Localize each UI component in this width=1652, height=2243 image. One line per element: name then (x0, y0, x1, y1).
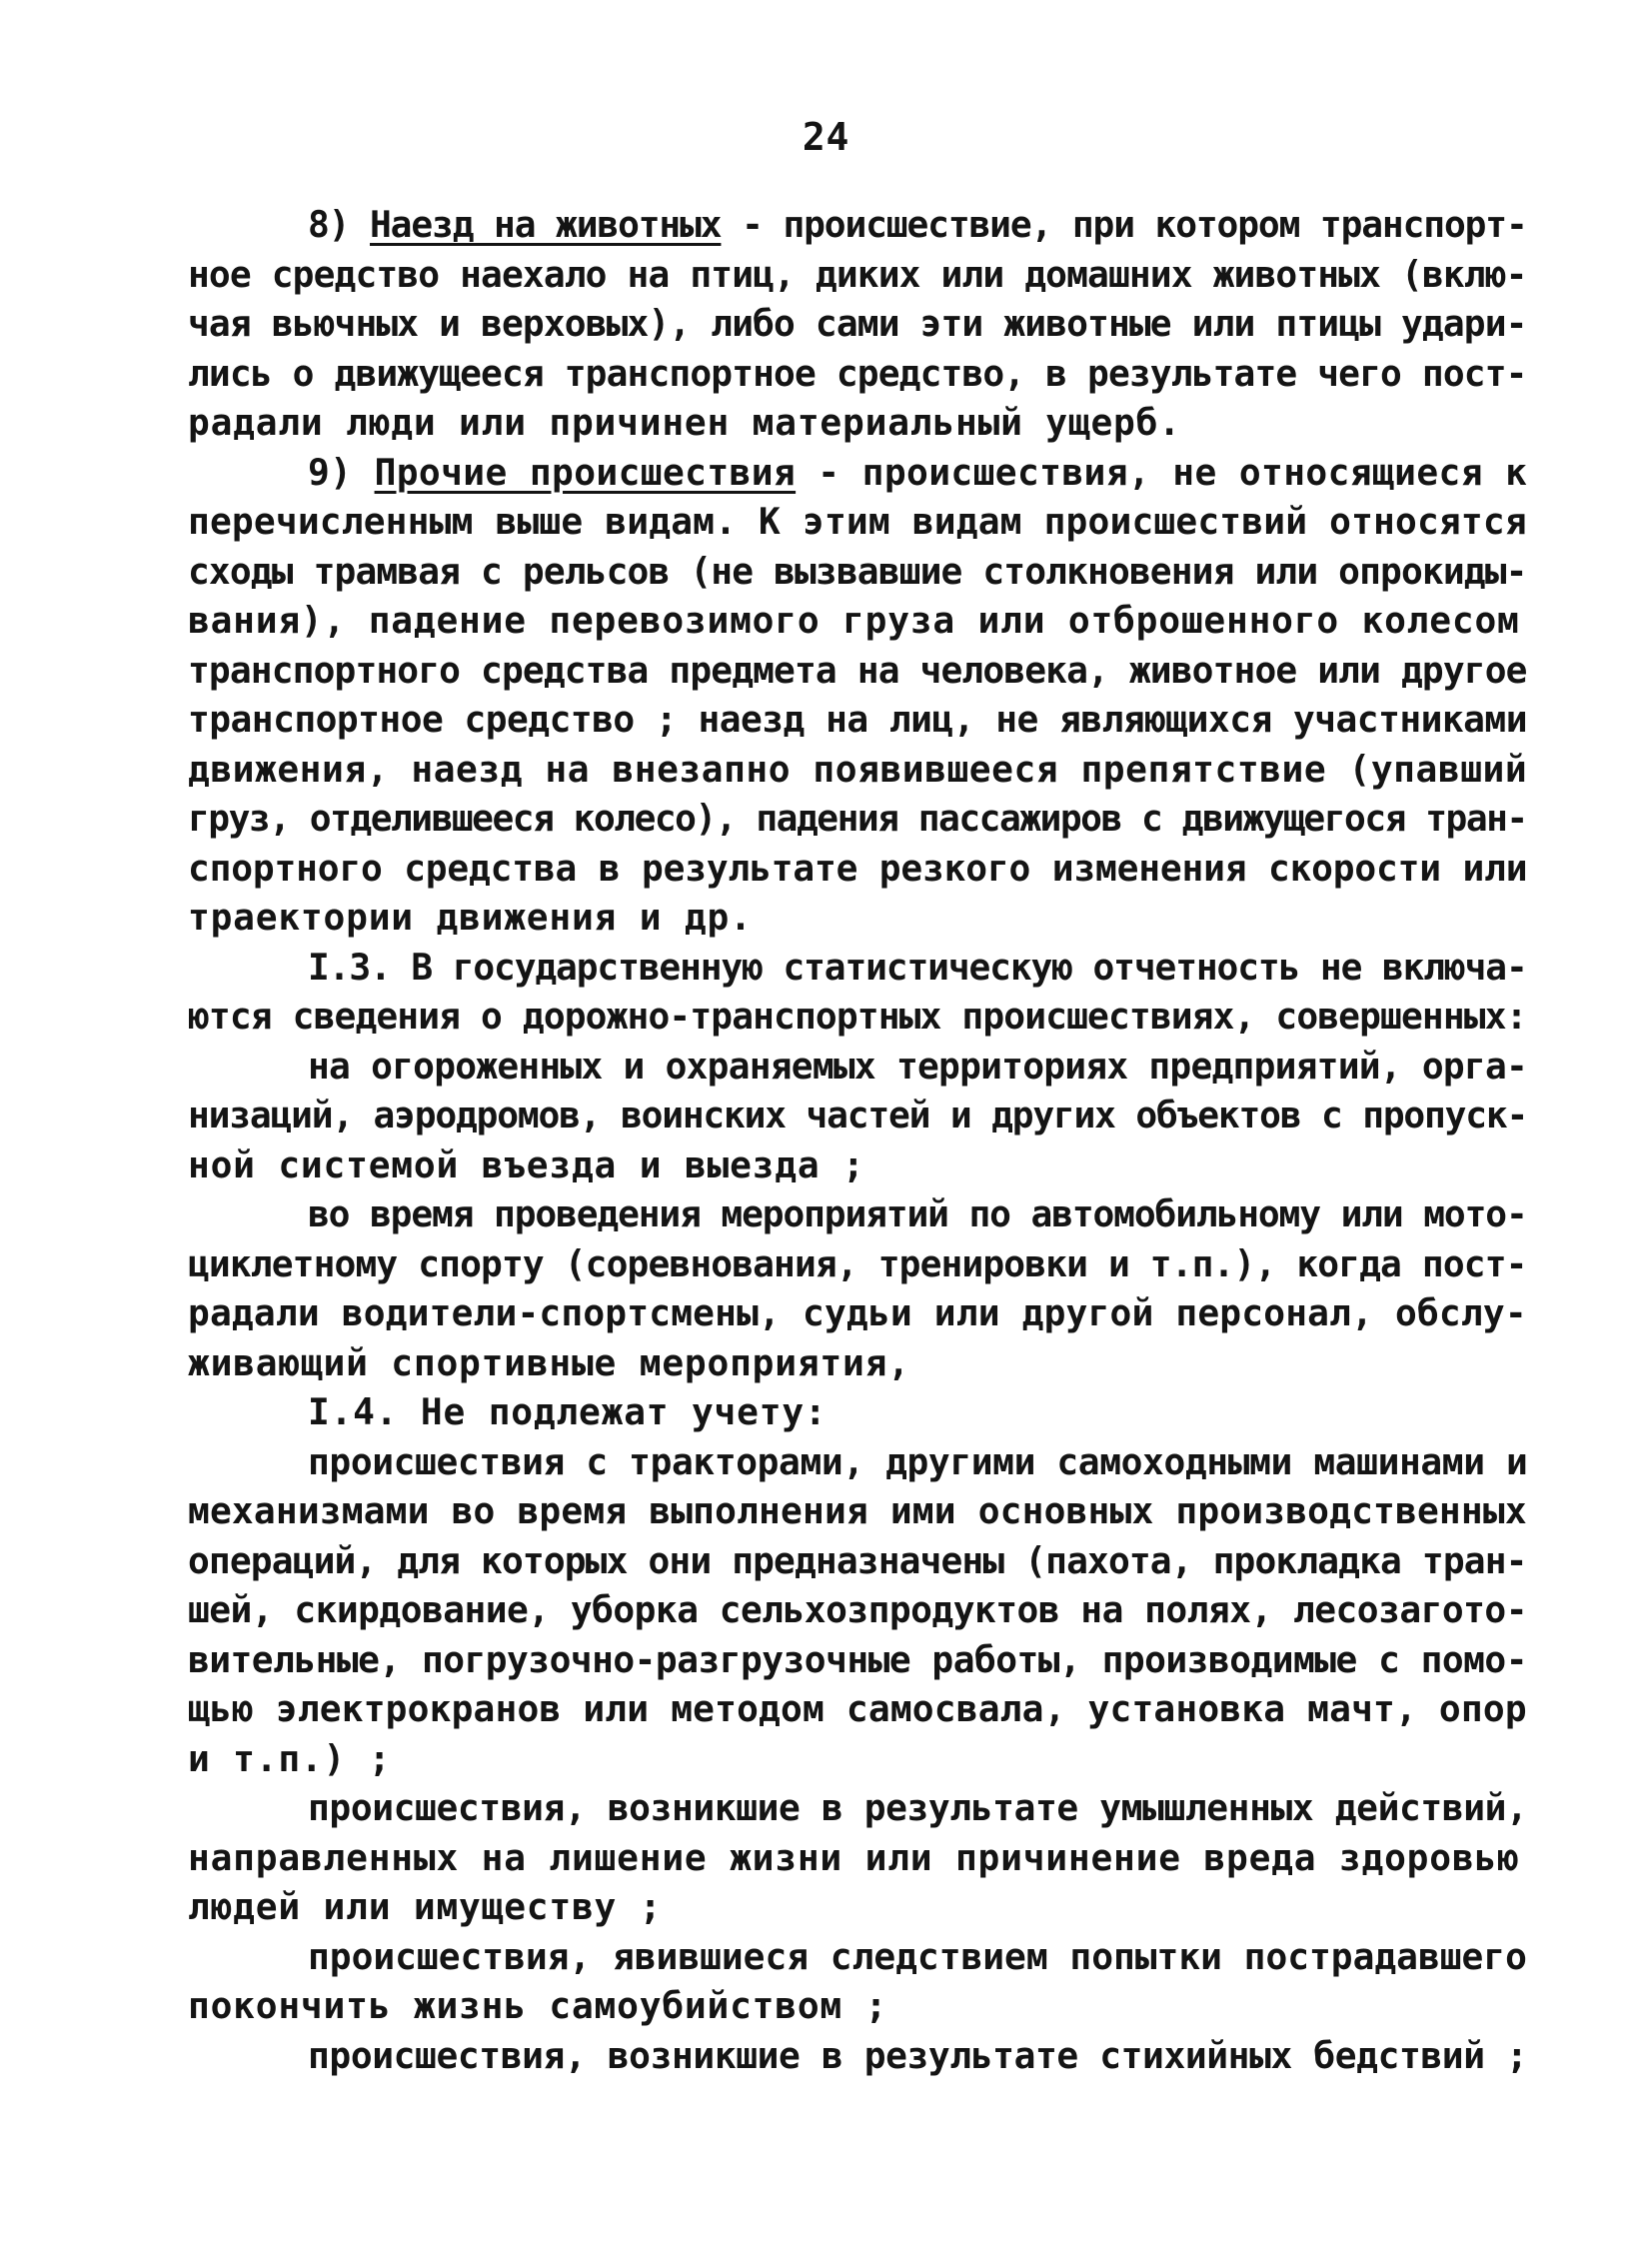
line-text: I.4. Не подлежат учету: (308, 1390, 827, 1433)
line-text: транспортного средства предмета на человека, животное или другое (188, 648, 1527, 692)
line-text: направленных на лишение жизни или причинение вреда здоровью (188, 1835, 1520, 1879)
text-line (188, 1932, 1527, 1982)
line-text: щью электрокранов или методом самосвала, установка мачт, опор (188, 1687, 1527, 1730)
text-line (188, 794, 1527, 844)
item-number: 8) (308, 203, 371, 246)
line-text: радали водители-спортсмены, судьи или другой персонал, обслу- (188, 1291, 1527, 1334)
text-line (188, 2031, 1527, 2081)
text-line (188, 893, 1527, 943)
line-text: происшествия, возникшие в результате стихийных бедствий ; (308, 2033, 1528, 2077)
text-line (188, 943, 1527, 993)
text-line (188, 200, 1527, 250)
line-text: покончить жизнь самоубийством ; (188, 1984, 888, 2027)
text-line (188, 547, 1527, 597)
text-line (188, 497, 1527, 547)
text-line (188, 1981, 1527, 2031)
underlined-term: Прочие происшествия (374, 450, 797, 494)
text-line (188, 844, 1527, 894)
line-text: - происшествия, не относящиеся к (796, 450, 1528, 494)
text-line (188, 1783, 1527, 1833)
text-line (188, 745, 1527, 795)
line-text: груз, отделившееся колесо), падения пассажиров с движущегося тран- (188, 797, 1527, 840)
line-text: циклетному спорту (соревнования, тренировки и т.п.), когда пост- (188, 1241, 1527, 1285)
text-line (188, 1387, 1527, 1437)
line-text: движения, наезд на внезапно появившееся препятствие (упавший (188, 747, 1528, 791)
text-line (188, 1833, 1527, 1883)
text-line (188, 1140, 1527, 1190)
line-text: вительные, погрузочно-разгрузочные работы, производимые с помо- (188, 1637, 1527, 1681)
line-text: перечисленным выше видам. К этим видам происшествий относятся (188, 500, 1527, 543)
line-text: операций, для которых они предназначены (пахота, прокладка тран- (188, 1538, 1527, 1582)
document-body (188, 200, 1527, 2080)
page-number: 24 (802, 115, 850, 159)
text-line (188, 1042, 1527, 1092)
text-line (188, 398, 1527, 448)
text-line (188, 1635, 1527, 1685)
text-line (188, 1734, 1527, 1784)
line-text: на огороженных и охраняемых территориях предприятий, орга- (308, 1044, 1528, 1088)
text-line (188, 1437, 1527, 1487)
line-text: спортного средства в результате резкого изменения скорости или (188, 846, 1528, 890)
line-text: низаций, аэродромов, воинских частей и других объектов с пропуск- (188, 1094, 1528, 1136)
text-line (188, 646, 1527, 696)
text-line (188, 448, 1527, 498)
line-text: во время проведения мероприятий по автомобильному или мото- (308, 1192, 1527, 1235)
text-line (188, 250, 1527, 300)
line-text: транспортное средство ; наезд на лиц, не являющихся участниками (188, 698, 1527, 741)
line-text: шей, скирдование, уборка сельхозпродуктов на полях, лесозагото- (188, 1588, 1527, 1631)
text-line (188, 1338, 1527, 1388)
text-line (188, 349, 1527, 399)
line-text: ной системой въезда и выезда ; (188, 1142, 865, 1186)
text-line (188, 992, 1527, 1042)
line-text: людей или имуществу ; (188, 1885, 663, 1928)
text-line (188, 1536, 1527, 1586)
text-line (188, 1091, 1527, 1140)
line-text: происшествия, явившиеся следствием попытки пострадавшего (308, 1934, 1527, 1978)
line-text: ное средство наехало на птиц, диких или домашних животных (вклю- (188, 252, 1527, 296)
line-text: траектории движения и др. (188, 896, 753, 939)
text-line (188, 596, 1527, 646)
line-text: вания), падение перевозимого груза или отброшенного колесом (188, 599, 1520, 642)
text-line (188, 1684, 1527, 1734)
line-text: происшествия, возникшие в результате умышленных действий, (308, 1786, 1528, 1829)
underlined-term: Наезд на животных (370, 203, 722, 246)
line-text: - происшествие, при котором транспорт- (721, 203, 1527, 246)
text-line (188, 695, 1527, 745)
item-number: 9) (308, 450, 375, 494)
text-line (188, 1288, 1527, 1338)
text-line (188, 1486, 1527, 1536)
line-text: чая вьючных и верховых), либо сами эти животные или птицы удари- (188, 302, 1527, 345)
text-line (188, 1239, 1527, 1289)
text-line (188, 299, 1527, 349)
line-text: и т.п.) ; (188, 1736, 392, 1780)
text-line (188, 1585, 1527, 1635)
line-text: происшествия с тракторами, другими самоходными машинами и (308, 1439, 1528, 1483)
line-text: живающий спортивные мероприятия, (188, 1340, 910, 1384)
line-text: I.3. В государственную статистическую отчетность не включа- (308, 945, 1527, 989)
line-text: лись о движущееся транспортное средство, в результате чего пост- (188, 351, 1527, 395)
line-text: ются сведения о дорожно-транспортных происшествиях, совершенных: (188, 995, 1527, 1038)
line-text: механизмами во время выполнения ими основных производственных (188, 1489, 1527, 1532)
line-text: радали люди или причинен материальный ущерб. (188, 401, 1181, 444)
text-line (188, 1882, 1527, 1932)
text-line (188, 1189, 1527, 1239)
line-text: сходы трамвая с рельсов (не вызвавшие столкновения или опрокиды- (188, 549, 1527, 593)
